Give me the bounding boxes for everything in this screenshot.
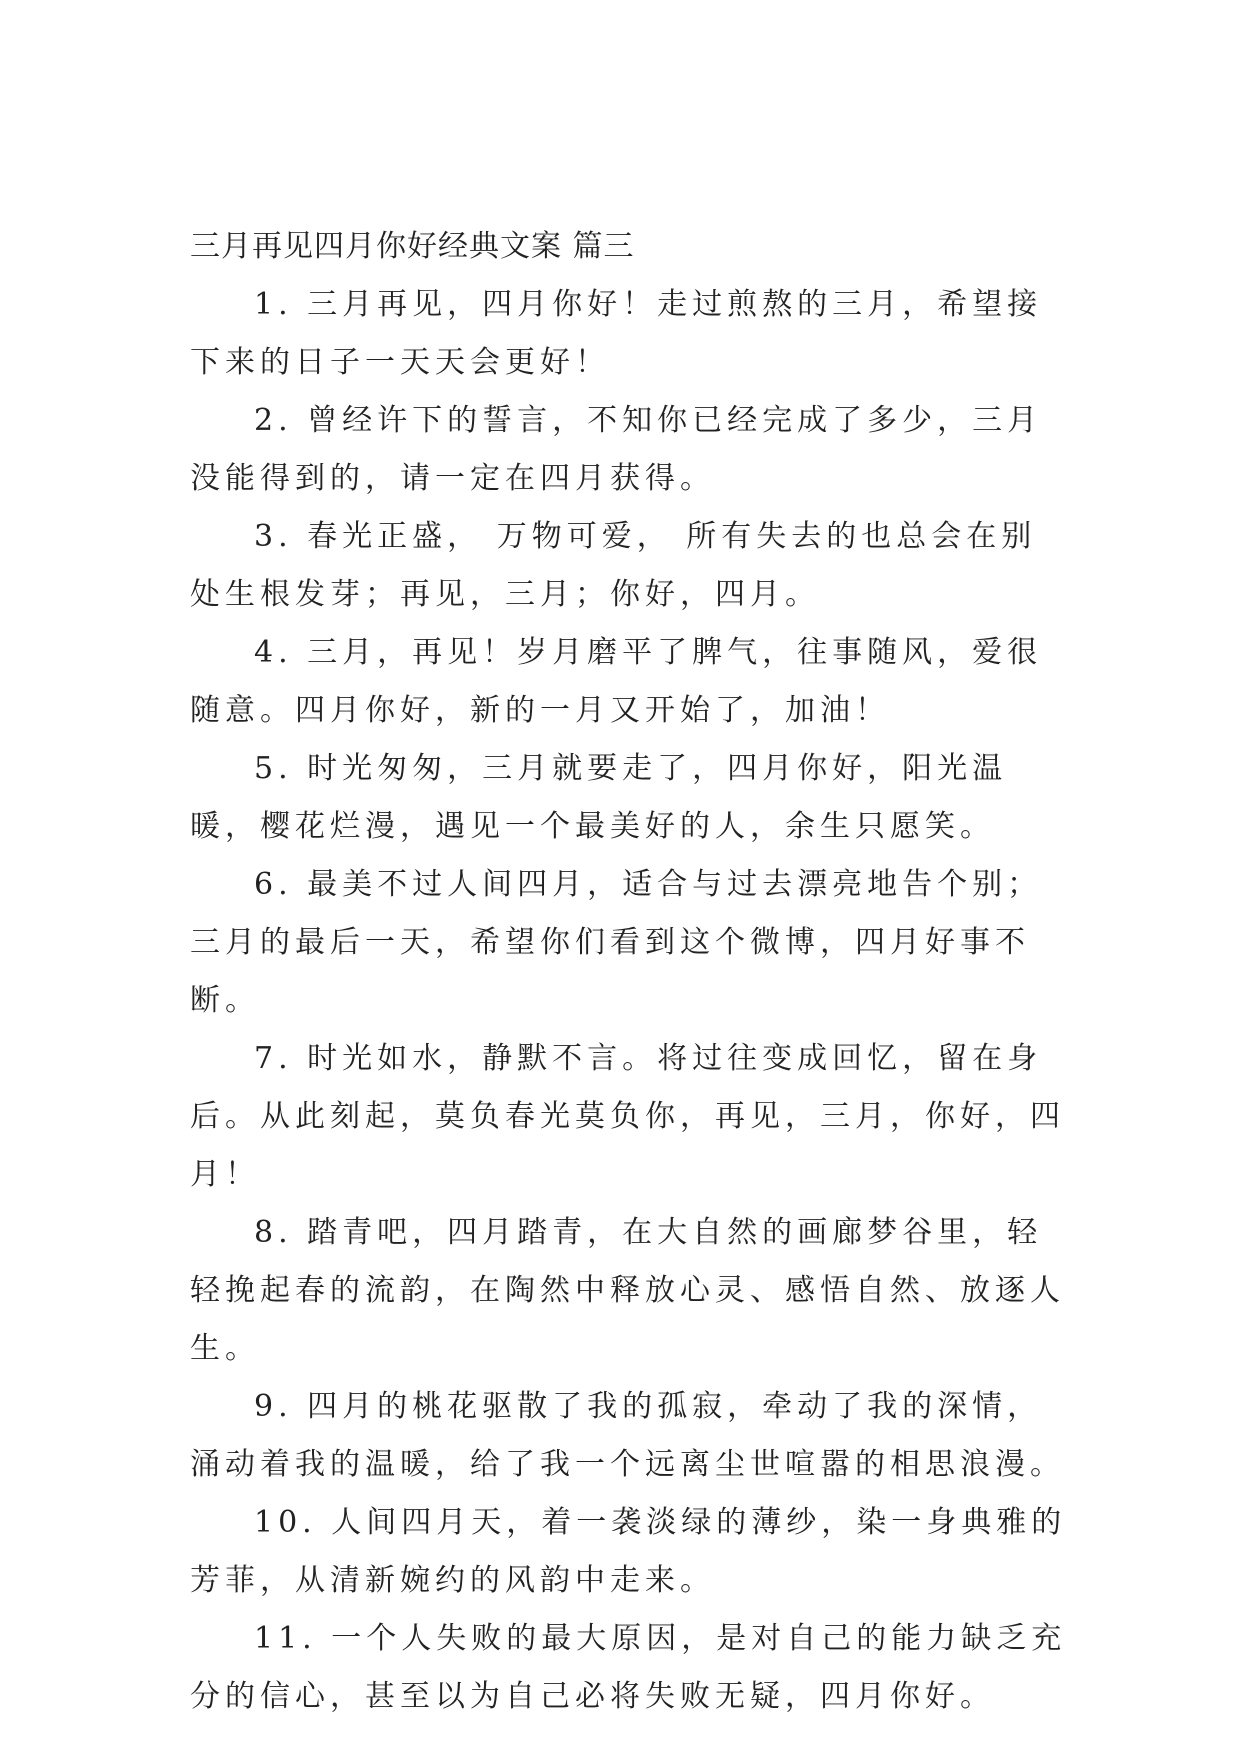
document-page: [190, 218, 1070, 1726]
list-item: 11. 一个人失败的最大原因，是对自己的能力缺乏充分的信心，甚至以为自己必将失败无疑，四月你好。: [190, 1621, 1067, 1714]
document-heading: 三月再见四月你好经典文案 篇三: [190, 229, 635, 264]
list-item: 3. 春光正盛， 万物可爱， 所有失去的也总会在别处生根发芽；再见，三月；你好，四月。: [190, 519, 1037, 612]
list-item: 9. 四月的桃花驱散了我的孤寂，牵动了我的深情，涌动着我的温暖，给了我一个远离尘世喧嚣的相思浪漫。: [190, 1389, 1065, 1482]
list-item: 10. 人间四月天，着一袭淡绿的薄纱，染一身典雅的芳菲，从清新婉约的风韵中走来。: [190, 1505, 1067, 1598]
list-item: 5. 时光匆匆，三月就要走了，四月你好，阳光温暖，樱花烂漫，遇见一个最美好的人，余生只愿笑。: [190, 751, 1008, 844]
list-item: 4. 三月，再见！岁月磨平了脾气，往事随风，爱很随意。四月你好，新的一月又开始了，加油！: [190, 635, 1043, 728]
list-item: 8. 踏青吧，四月踏青，在大自然的画廊梦谷里，轻轻挽起春的流韵，在陶然中释放心灵、感悟自然、放逐人生。: [190, 1215, 1065, 1366]
list-item: 6. 最美不过人间四月，适合与过去漂亮地告个别；三月的最后一天，希望你们看到这个微博，四月好事不断。: [190, 867, 1043, 1018]
list-item: 7. 时光如水，静默不言。将过往变成回忆，留在身后。从此刻起，莫负春光莫负你，再见，三月，你好，四月！: [190, 1041, 1065, 1192]
list-item: 2. 曾经许下的誓言，不知你已经完成了多少，三月没能得到的，请一定在四月获得。: [190, 403, 1043, 496]
list-item: 1. 三月再见，四月你好！走过煎熬的三月，希望接下来的日子一天天会更好！: [190, 287, 1043, 380]
